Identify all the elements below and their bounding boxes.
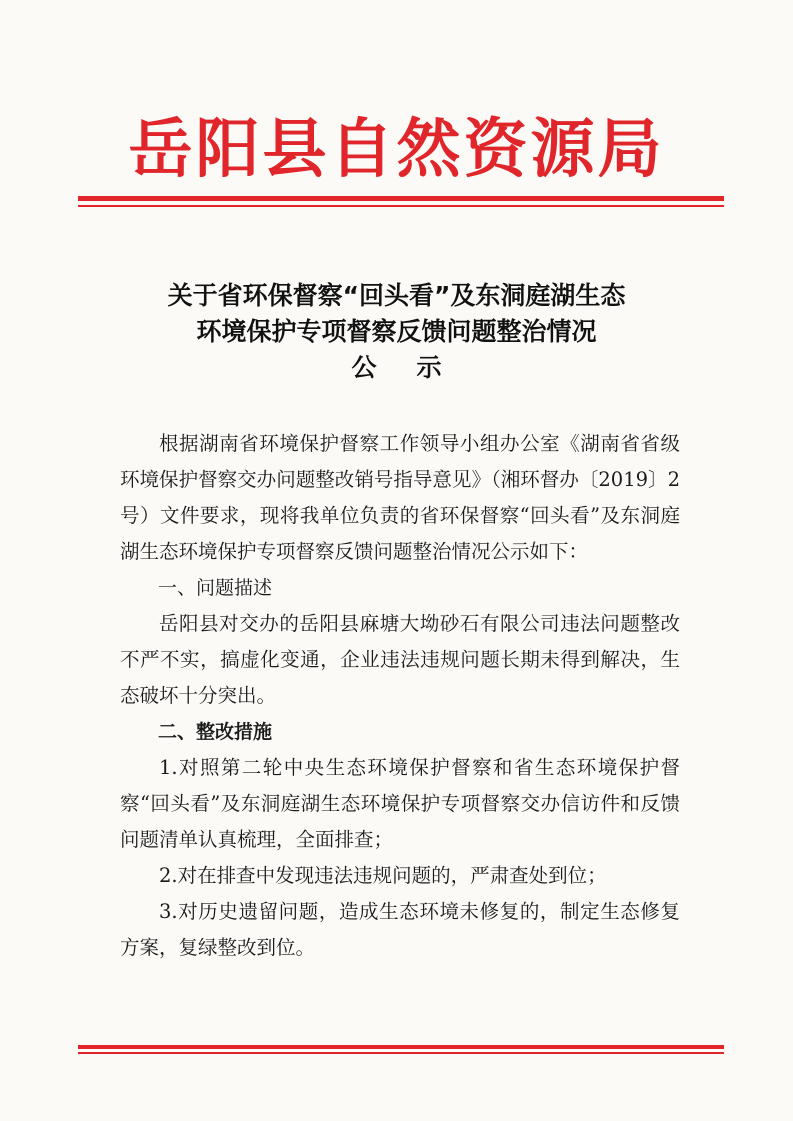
section-1-heading: 一、问题描述 (158, 577, 273, 599)
letterhead-rule-thin (78, 205, 724, 207)
document-title (0, 278, 793, 386)
intro-paragraph: 根据湖南省环境保护督察工作领导小组办公室《湖南省省级环境保护督察交办问题整改销号指导意见》（湘环督办〔2019〕2号）文件要求，现将我单位负责的省环保督察“回头看”及东洞庭湖生态环境保护专项督察反馈问题整治情况公示如下： (120, 432, 680, 563)
footer-rule-thick (78, 1045, 724, 1049)
section-2-heading: 二、整改措施 (158, 721, 273, 743)
measure-item-3: 3.对历史遗留问题，造成生态环境未修复的，制定生态修复方案，复绿整改到位。 (120, 900, 680, 959)
measure-item-2: 2.对在排查中发现违法违规问题的，严肃查处到位； (159, 864, 607, 887)
letterhead-title: 岳阳县自然资源局 (128, 112, 665, 187)
title-line-3: 公示 (351, 353, 482, 382)
title-line-1: 关于省环保督察“回头看”及东洞庭湖生态 (167, 281, 626, 310)
section-1-text: 岳阳县对交办的岳阳县麻塘大坳砂石有限公司违法问题整改不严不实，搞虚化变通，企业违法违规问题长期未得到解决，生态破坏十分突出。 (120, 612, 680, 707)
document-body (120, 426, 680, 966)
letterhead-rule-thick (78, 196, 724, 201)
footer-rule-thin (78, 1052, 724, 1054)
title-line-2: 环境保护专项督察反馈问题整治情况 (196, 317, 597, 346)
measure-item-1: 1.对照第二轮中央生态环境保护督察和省生态环境保护督察“回头看”及东洞庭湖生态环境保护专项督察交办信访件和反馈问题清单认真梳理，全面排查； (120, 756, 680, 851)
